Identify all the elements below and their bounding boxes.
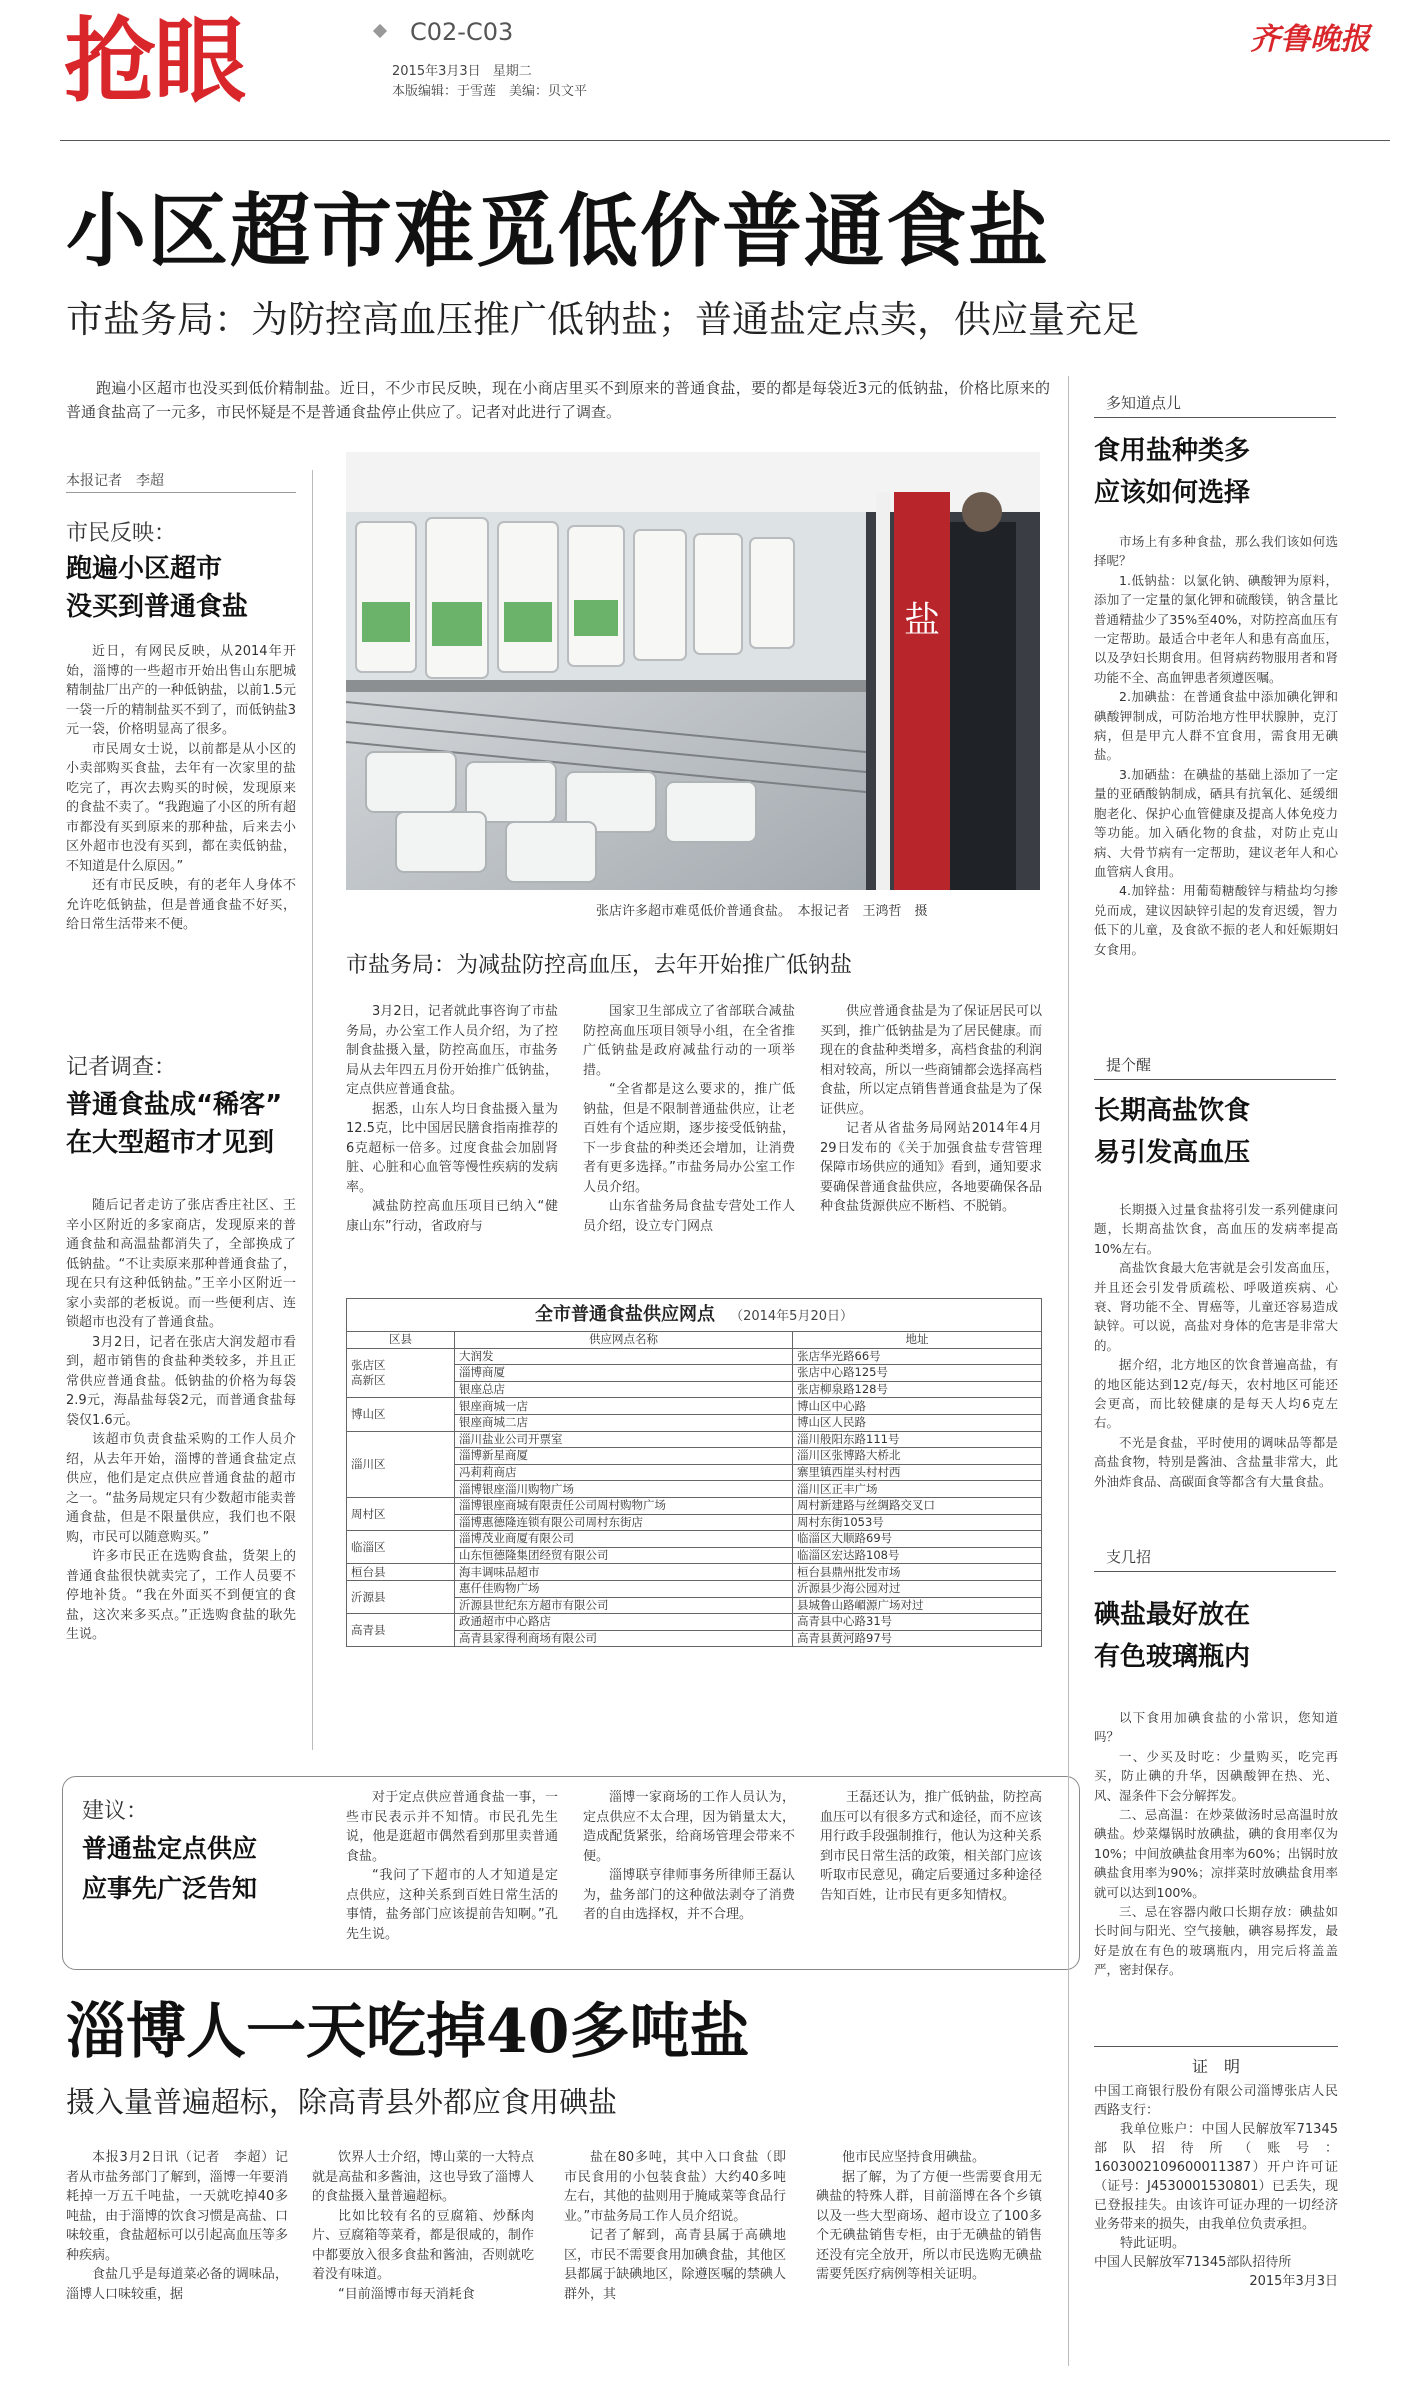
sidebar-tag-iodine: 支几招 [1094, 1546, 1336, 1572]
paper-name: 齐鲁晚报 [1250, 22, 1370, 57]
table-name-cell: 政通超市中心路店 [455, 1614, 793, 1631]
table-name-cell: 淄博银座淄川购物广场 [455, 1481, 793, 1498]
table-address-cell: 寨里镇西崖头村村西 [793, 1464, 1042, 1481]
table-row [347, 1580, 1042, 1597]
table-district-cell: 周村区 [347, 1497, 455, 1530]
salt-sign-text: 盐 [903, 600, 941, 641]
masthead-logo: 抢眼 [64, 7, 245, 115]
table-district-cell: 临淄区 [347, 1531, 455, 1564]
table-name-cell: 冯莉莉商店 [455, 1464, 793, 1481]
divider [66, 492, 296, 493]
supply-table-grid [346, 1331, 1042, 1647]
suggestion-label: 建议： [82, 1799, 149, 1824]
table-name-cell: 银座商城一店 [455, 1398, 793, 1415]
table-address-cell: 县城鲁山路嵋源广场对过 [793, 1597, 1042, 1614]
page-title: 小区超市难觅低价普通食盐 [66, 184, 1050, 278]
table-name-cell: 淄博惠德隆连锁有限公司周村东街店 [455, 1514, 793, 1531]
suggestion-col-1: 对于定点供应普通食盐一事，一些市民表示并不知情。市民孔先生说，他是逛超市偶然看到那里卖普通食盐。 “我问了下超市的人才知道是定点供应，这种关系到百姓日常生活的事情，盐务部门应该提前告知啊。”孔先生说。 [346, 1790, 558, 1942]
iodine-title-1: 碘盐最好放在 [1094, 1600, 1251, 1630]
reporter-title-1: 普通食盐成“稀客” [66, 1090, 283, 1120]
reporter-title-2: 在大型超市才见到 [66, 1128, 275, 1158]
table-address-cell: 桓台县鼎州批发市场 [793, 1564, 1042, 1581]
table-address-cell: 淄川区正丰广场 [793, 1481, 1042, 1498]
second-subtitle: 摄入量普遍超标，除高青县外都应食用碘盐 [66, 2085, 618, 2119]
table-name-cell: 山东恒德隆集团经贸有限公司 [455, 1547, 793, 1564]
salt-body: 长期摄入过量食盐将引发一系列健康问题，长期高盐饮食，高血压的发病率提高10%左右。 高盐饮食最大危害就是会引发高血压，并且还会引发骨质疏松、呼吸道疾病、心衰、肾功能不全、胃癌等，儿童还容易造成缺锌。可以说，高盐对身体的危害是非常大的。 据介绍，北方地区的饮食普遍高盐，有的地区能达到12克/每天，农村地区可能还会更高，而比较健康的是每天人均6克左右。 不光是食盐，平时使用的调味品等都是高盐食物，特别是酱油、含盐量非常大，此外油炸食品、高碳面食等都含有大量食盐。 [1094, 1202, 1338, 1489]
sidebar-divider [1068, 376, 1069, 2366]
issue-weekday: 星期二 [492, 64, 532, 79]
table-name-cell: 高青县家得利商场有限公司 [455, 1630, 793, 1647]
second-col-3: 盐在80多吨，其中入口食盐（即市民食用的小包装食盐）大约40多吨左右，其他的盐则用于腌咸菜等食品行业。”市盐务局工作人员介绍说。 记者了解到，高青县属于高碘地区，市民不需要食用加碘食盐，其他区县都属于缺碘地区，除遵医嘱的禁碘人群外，其 [564, 2150, 786, 2302]
table-name-cell: 海丰调味品超市 [455, 1564, 793, 1581]
table-name-cell: 淄博商厦 [455, 1365, 793, 1382]
table-header: 地址 [793, 1332, 1042, 1349]
table-district-cell: 高青县 [347, 1614, 455, 1647]
bureau-col-3: 供应普通食盐是为了保证居民可以买到，推广低钠盐是为了居民健康。而现在的食盐种类增多，高档食盐的利润相对较高，所以一些商铺都会选择高档食盐，所以定点销售普通食盐是为了保证供应。 记者从省盐务局网站2014年4月29日发布的《关于加强食盐专营管理保障市场供应的通知》看到，通知要求要确保普通食盐供应，各地要确保各品种食盐货源供应不断档、不脱销。 [820, 1004, 1042, 1214]
table-row [347, 1348, 1042, 1365]
suggestion-title-2: 应事先广泛告知 [82, 1874, 258, 1903]
table-district-cell: 淄川区 [347, 1431, 455, 1497]
table-name-cell: 银座总店 [455, 1381, 793, 1398]
table-address-cell: 张店柳泉路128号 [793, 1381, 1042, 1398]
reporter-body: 随后记者走访了张店香庄社区、王辛小区附近的多家商店，发现原来的普通食盐和高温盐都消失了，全部换成了低钠盐。“不让卖原来那种普通食盐了，现在只有这种低钠盐。”王辛小区附近一家小卖部的老板说。而一些便利店、连锁超市也没有了普通食盐。 3月2日，记者在张店大润发超市看到，超市销售的食盐种类较多，并且正常供应普通食盐。低钠盐的价格为每袋2.9元，海晶盐每袋2元，而普通食盐每袋仅1.6元。 该超市负责食盐采购的工作人员介绍，从去年开始，淄博的普通食盐定点供应，他们是定点供应普通食盐的超市之一。“盐务局规定只有少数超市能卖普通食盐，但是不限量供应，我们也不限购，市民可以随意购买。” 许多市民正在选购食盐，货架上的普通食盐很快就卖完了，工作人员要不停地补货。“我在外面买不到便宜的食盐，这次来多买点。”正选购食盐的耿先生说。 [66, 1198, 296, 1642]
sidebar-tag-salt: 提个醒 [1094, 1054, 1336, 1080]
diamond-icon [373, 24, 387, 38]
table-name-cell: 大润发 [455, 1348, 793, 1365]
notice-title: 证 明 [1191, 2057, 1240, 2076]
photo-caption: 张店许多超市难觅低价普通食盐。 本报记者 王鸿哲 摄 [596, 904, 928, 919]
table-address-cell: 临淄区大顺路69号 [793, 1531, 1042, 1548]
supply-table [346, 1298, 1042, 1647]
salt-title-2: 易引发高血压 [1094, 1138, 1251, 1168]
suggestion-col-3: 王磊还认为，推广低钠盐，防控高血压可以有很多方式和途径，而不应该用行政手段强制推行，他认为这种关系到市民日常生活的政策，相关部门应该听取市民意见，确定后要通过多种途径告知百姓，让市民有更多知情权。 [820, 1790, 1042, 1903]
notice-rule [1094, 2046, 1338, 2047]
second-col-2: 饮界人士介绍，博山菜的一大特点就是高盐和多酱油，这也导致了淄博人的食盐摄入量普遍超标。 比如比较有名的豆腐箱、炒酥肉片、豆腐箱等菜肴，都是很咸的，制作中都要放入很多食盐和酱油，否则就吃着没有味道。 “目前淄博市每天消耗食 [312, 2150, 534, 2302]
second-title: 淄博人一天吃掉40多吨盐 [66, 1997, 750, 2067]
table-address-cell: 博山区中心路 [793, 1398, 1042, 1415]
table-name-cell: 沂源县世纪东方超市有限公司 [455, 1597, 793, 1614]
issue-date-line [392, 60, 532, 79]
bureau-title: 市盐务局：为减盐防控高血压，去年开始推广低钠盐 [346, 953, 853, 978]
photo-illustration [346, 452, 1040, 890]
iodine-title-2: 有色玻璃瓶内 [1094, 1642, 1251, 1672]
table-header: 供应网点名称 [455, 1332, 793, 1349]
masthead-rule [60, 140, 1390, 141]
table-header-row [347, 1332, 1042, 1349]
byline: 本报记者 李超 [66, 473, 164, 489]
types-title-1: 食用盐种类多 [1094, 436, 1251, 466]
citizen-kicker: 市民反映： [66, 521, 177, 546]
table-address-cell: 沂源县少海公园对过 [793, 1580, 1042, 1597]
citizen-title-2: 没买到普通食盐 [66, 592, 249, 622]
table-name-cell: 淄川盐业公司开票室 [455, 1431, 793, 1448]
types-title-2: 应该如何选择 [1094, 478, 1251, 508]
table-row [347, 1531, 1042, 1548]
reporter-kicker: 记者调查： [66, 1055, 177, 1080]
iodine-body: 以下食用加碘食盐的小常识，您知道吗？ 一、少买及时吃：少量购买，吃完再买，防止碘的升华，因碘酸钾在热、光、风、湿条件下会分解挥发。 二、忌高温：在炒菜做汤时忌高温时放碘盐。炒菜爆锅时放碘盐，碘的食用率仅为10%；中间放碘盐食用率为60%；出锅时放碘盐食用率为90%；凉拌菜时放碘盐食用率就可以达到100%。 三、忌在容器内敞口长期存放：碘盐如长时间与阳光、空气接触，碘容易挥发，最好是放在有色的玻璃瓶内，用完后将盖盖严，密封保存。 [1094, 1710, 1338, 1978]
second-col-4: 他市民应坚持食用碘盐。 据了解，为了方便一些需要食用无碘盐的特殊人群，目前淄博在各个乡镇以及一些大型商场、超市设立了100多个无碘盐销售专柜，由于无碘盐的销售还没有完全放开，所以市民选购无碘盐需要凭医疗病例等相关证明。 [816, 2150, 1042, 2282]
table-address-cell: 周村东街1053号 [793, 1514, 1042, 1531]
table-name-cell: 淄博茂业商厦有限公司 [455, 1531, 793, 1548]
sidebar-tag-types: 多知道点儿 [1094, 392, 1336, 418]
table-row [347, 1614, 1042, 1631]
table-row [347, 1431, 1042, 1448]
table-name-cell: 惠仟佳购物广场 [455, 1580, 793, 1597]
table-address-cell: 淄川般阳东路111号 [793, 1431, 1042, 1448]
second-col-1: 本报3月2日讯（记者 李超）记者从市盐务部门了解到，淄博一年要消耗掉一万五千吨盐，一天就吃掉40多吨盐，由于淄博的饮食习惯是高盐、口味较重，食盐超标可以引起高血压等多种疾病。 食盐几乎是每道菜必备的调味品，淄博人口味较重，据 [66, 2150, 288, 2302]
table-name-cell: 淄博新星商厦 [455, 1448, 793, 1465]
table-title: 全市普通食盐供应网点 [535, 1304, 715, 1325]
issue-date: 2015年3月3日 [392, 64, 481, 79]
table-district-cell: 沂源县 [347, 1580, 455, 1613]
notice-body: 中国工商银行股份有限公司淄博张店人民西路支行： 我单位账户：中国人民解放军71345部队招待所（账号：1603002109600011387）开户许可证（证号：J4530001530801）已丢失，现已登报挂失。由该许可证办理的一切经济业务带来的损失，由我单位负责承担。 特此证明。 中国人民解放军71345部队招待所 2015年3月3日 [1094, 2084, 1338, 2289]
table-row [347, 1497, 1042, 1514]
page-subtitle: 市盐务局：为防控高血压推广低钠盐；普通盐定点卖，供应量充足 [66, 298, 1139, 341]
table-header: 区县 [347, 1332, 455, 1349]
page-number: C02-C03 [410, 18, 514, 46]
lead-paragraph: 跑遍小区超市也没买到低价精制盐。近日，不少市民反映，现在小商店里买不到原来的普通食盐，要的都是每袋近3元的低钠盐，价格比原来的普通食盐高了一元多，市民怀疑是不是普通食盐停止供应了。记者对此进行了调查。 [66, 379, 1050, 421]
types-body: 市场上有多种食盐，那么我们该如何选择呢？ 1.低钠盐：以氯化钠、碘酸钾为原料，添加了一定量的氯化钾和硫酸镁，钠含量比普通精盐少了35%至40%，对防控高血压有一定帮助。最适合中老年人和患有高血压，以及孕妇长期食用。但肾病药物服用者和肾功能不全、高血钾患者须遵医嘱。 2.加碘盐：在普通食盐中添加碘化钾和碘酸钾制成，可防治地方性甲状腺肿，克汀病，但是甲亢人群不宜食用，需食用无碘盐。 3.加硒盐：在碘盐的基础上添加了一定量的亚硒酸钠制成，硒具有抗氧化、延缓细胞老化、保护心血管健康及提高人体免疫力等功能。加入硒化物的食盐，对防止克山病、大骨节病有一定帮助，建议老年人和心血管病人食用。 4.加锌盐：用葡萄糖酸锌与精盐均匀掺兑而成，建议因缺锌引起的发育迟缓，智力低下的儿童，及食欲不振的老人和妊娠期妇女食用。 [1094, 534, 1338, 957]
editors-line: 本版编辑：于雪莲 美编：贝文平 [392, 84, 588, 99]
table-row [347, 1398, 1042, 1415]
table-address-cell: 张店华光路66号 [793, 1348, 1042, 1365]
table-district-cell: 张店区 高新区 [347, 1348, 455, 1398]
table-address-cell: 高青县黄河路97号 [793, 1630, 1042, 1647]
table-district-cell: 博山区 [347, 1398, 455, 1431]
table-address-cell: 淄川区张博路大桥北 [793, 1448, 1042, 1465]
table-date: （2014年5月20日） [730, 1309, 853, 1324]
table-name-cell: 淄博银座商城有限责任公司周村购物广场 [455, 1497, 793, 1514]
citizen-body: 近日，有网民反映，从2014年开始，淄博的一些超市开始出售山东肥城精制盐厂出产的一种低钠盐，以前1.5元一袋一斤的精制盐买不到了，而低钠盐3元一袋，价格明显高了很多。 市民周女士说，以前都是从小区的小卖部购买食盐，去年有一次家里的盐吃完了，再次去购买的时候，发现原来的食盐不卖了。“我跑遍了小区的所有超市都没有买到原来的那种盐，后来去小区外超市也没有买到，都在卖低钠盐，不知道是什么原因。” 还有市民反映，有的老年人身体不允许吃低钠盐，但是普通食盐不好买，给日常生活带来不便。 [66, 644, 296, 932]
citizen-title-1: 跑遍小区超市 [66, 554, 223, 584]
table-address-cell: 临淄区宏达路108号 [793, 1547, 1042, 1564]
table-row [347, 1564, 1042, 1581]
table-name-cell: 银座商城二店 [455, 1414, 793, 1431]
bureau-col-1: 3月2日，记者就此事咨询了市盐务局，办公室工作人员介绍，为了控制食盐摄入量，防控高血压，市盐务局从去年四五月份开始推广低钠盐，定点供应普通食盐。 据悉，山东人均日食盐摄入量为12.5克，比中国居民膳食指南推荐的6克超标一倍多。过度食盐会加剧肾脏、心脏和心血管等慢性疾病的发病率。 减盐防控高血压项目已纳入“健康山东”行动，省政府与 [346, 1004, 558, 1234]
suggestion-col-2: 淄博一家商场的工作人员认为，定点供应不太合理，因为销量太大，造成配货紧张，给商场管理会带来不便。 淄博联亨律师事务所律师王磊认为，盐务部门的这种做法剥夺了消费者的自由选择权，并不合理。 [583, 1790, 795, 1922]
supermarket-photo [346, 452, 1040, 890]
table-address-cell: 高青县中心路31号 [793, 1614, 1042, 1631]
column-divider [312, 470, 313, 1750]
table-address-cell: 博山区人民路 [793, 1414, 1042, 1431]
table-district-cell: 桓台县 [347, 1564, 455, 1581]
bureau-col-2: 国家卫生部成立了省部联合减盐防控高血压项目领导小组，在全省推广低钠盐是政府减盐行动的一项举措。 “全省都是这么要求的，推广低钠盐，但是不限制普通盐供应，让老百姓有个适应期，逐步接受低钠盐，下一步食盐的种类还会增加，让消费者有更多选择。”市盐务局办公室工作人员介绍。 山东省盐务局食盐专营处工作人员介绍，设立专门网点 [583, 1004, 795, 1234]
table-title-row [347, 1299, 1041, 1332]
table-address-cell: 张店中心路125号 [793, 1365, 1042, 1382]
salt-title-1: 长期高盐饮食 [1094, 1096, 1251, 1126]
table-address-cell: 周村新建路与丝绸路交叉口 [793, 1497, 1042, 1514]
suggestion-title-1: 普通盐定点供应 [82, 1834, 258, 1863]
